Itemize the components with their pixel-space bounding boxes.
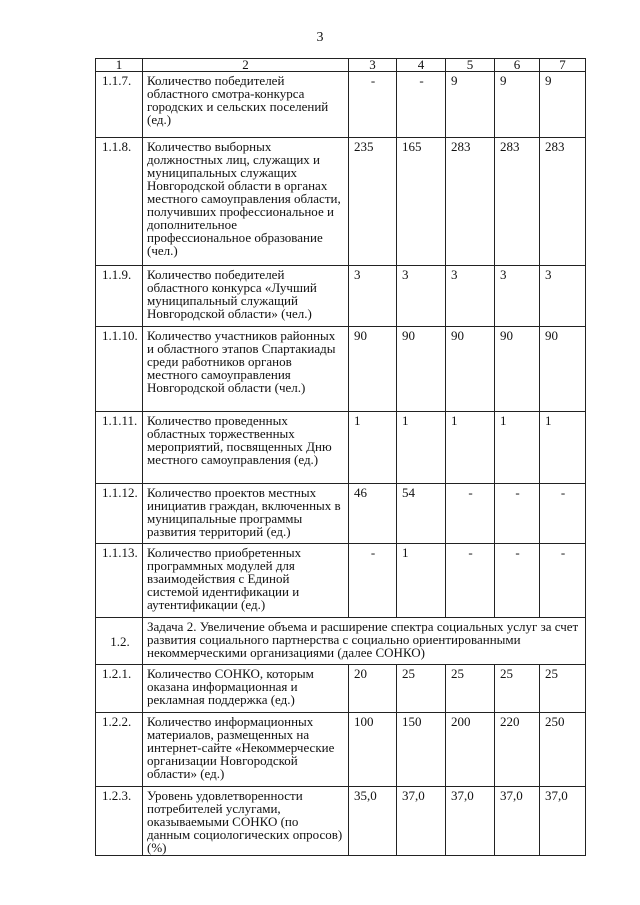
value-cell: 37,0 [446,787,495,856]
value-cell: 3 [349,266,397,327]
indicator-description: Количество СОНКО, которым оказана информационная и рекламная поддержка (ед.) [143,665,349,713]
value-cell: - [540,484,586,544]
value-cell: 250 [540,713,586,787]
row-number: 1.2.3. [96,787,143,856]
row-number: 1.1.13. [96,544,143,618]
table-row [96,266,586,327]
value-cell: 1 [495,412,540,484]
value-cell: - [397,72,446,138]
indicators-table [95,58,586,856]
column-header: 3 [349,59,397,72]
value-cell: 1 [349,412,397,484]
table-row [96,713,586,787]
value-cell: 1 [397,544,446,618]
value-cell: 1 [397,412,446,484]
column-header: 6 [495,59,540,72]
value-cell: 165 [397,138,446,266]
column-header: 1 [96,59,143,72]
value-cell: 283 [540,138,586,266]
row-number: 1.1.7. [96,72,143,138]
value-cell: - [540,544,586,618]
indicator-description: Количество победителей областного смотра-конкурса городских и сельских поселений (ед.) [143,72,349,138]
value-cell: 90 [540,327,586,412]
value-cell: 3 [495,266,540,327]
indicator-description: Количество проведенных областных торжественных мероприятий, посвященных Дню местного самоуправления (ед.) [143,412,349,484]
value-cell: 235 [349,138,397,266]
row-number: 1.2. [96,618,143,665]
value-cell: 37,0 [540,787,586,856]
value-cell: 25 [495,665,540,713]
value-cell: 3 [446,266,495,327]
table-row [96,544,586,618]
task-description: Задача 2. Увеличение объема и расширение спектра социальных услуг за счет развития социального партнерства с социально ориентированными некоммерческими организациями (далее СОНКО) [143,618,586,665]
row-number: 1.1.8. [96,138,143,266]
value-cell: 90 [495,327,540,412]
value-cell: - [495,484,540,544]
row-number: 1.1.10. [96,327,143,412]
indicator-description: Количество проектов местных инициатив граждан, включенных в муниципальные программы развития территорий (ед.) [143,484,349,544]
row-number: 1.1.12. [96,484,143,544]
value-cell: 37,0 [397,787,446,856]
indicator-description: Количество приобретенных программных модулей для взаимодействия с Единой системой идентификации и аутентификации (ед.) [143,544,349,618]
row-number: 1.2.2. [96,713,143,787]
row-number: 1.2.1. [96,665,143,713]
value-cell: 283 [495,138,540,266]
value-cell: 200 [446,713,495,787]
row-number: 1.1.11. [96,412,143,484]
table-row [96,665,586,713]
task-row [96,618,586,665]
table-row [96,787,586,856]
value-cell: - [349,544,397,618]
table-row [96,412,586,484]
indicator-description: Уровень удовлетворенности потребителей услугами, оказываемыми СОНКО (по данным социологических опросов) (%) [143,787,349,856]
value-cell: 37,0 [495,787,540,856]
table-header-row [96,59,586,72]
table-row [96,327,586,412]
row-number: 1.1.9. [96,266,143,327]
indicator-description: Количество информационных материалов, размещенных на интернет-сайте «Некоммерческие организации Новгородской области» (ед.) [143,713,349,787]
value-cell: 283 [446,138,495,266]
value-cell: 9 [495,72,540,138]
value-cell: 20 [349,665,397,713]
value-cell: 220 [495,713,540,787]
value-cell: - [446,544,495,618]
column-header: 4 [397,59,446,72]
value-cell: 46 [349,484,397,544]
value-cell: 3 [540,266,586,327]
value-cell: - [495,544,540,618]
value-cell: 100 [349,713,397,787]
column-header: 7 [540,59,586,72]
table-row [96,72,586,138]
value-cell: 9 [446,72,495,138]
value-cell: 9 [540,72,586,138]
value-cell: 150 [397,713,446,787]
value-cell: 90 [349,327,397,412]
value-cell: 1 [446,412,495,484]
indicator-description: Количество выборных должностных лиц, служащих и муниципальных служащих Новгородской области в органах местного самоуправления области, получивших профессиональное и дополнительное профессиональное образование (чел.) [143,138,349,266]
value-cell: 90 [446,327,495,412]
value-cell: 25 [397,665,446,713]
value-cell: 1 [540,412,586,484]
value-cell: 25 [540,665,586,713]
page-number: 3 [316,30,324,45]
value-cell: - [349,72,397,138]
column-header: 2 [143,59,349,72]
indicator-description: Количество победителей областного конкурса «Лучший муниципальный служащий Новгородской области» (чел.) [143,266,349,327]
value-cell: 54 [397,484,446,544]
column-header: 5 [446,59,495,72]
table-row [96,138,586,266]
value-cell: - [446,484,495,544]
indicator-description: Количество участников районных и областного этапов Спартакиады среди работников органов местного самоуправления Новгородской области (чел.) [143,327,349,412]
value-cell: 3 [397,266,446,327]
value-cell: 90 [397,327,446,412]
value-cell: 35,0 [349,787,397,856]
table-row [96,484,586,544]
value-cell: 25 [446,665,495,713]
